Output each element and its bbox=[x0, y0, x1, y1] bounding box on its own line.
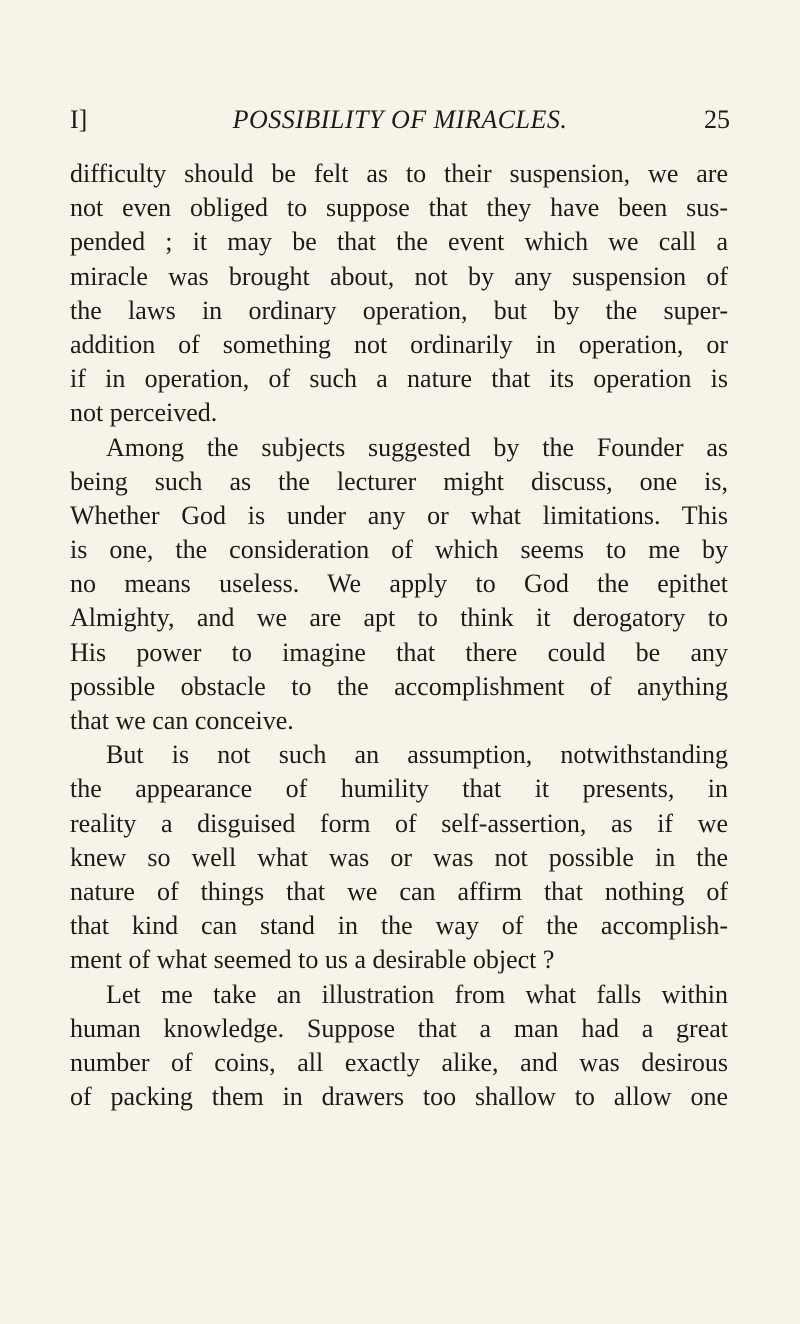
text-line: the laws in ordinary operation, but by the super- bbox=[70, 295, 728, 325]
text-line: is one, the consideration of which seems to me by bbox=[70, 535, 728, 565]
text-line: miracle was brought about, not by any suspension of bbox=[70, 261, 728, 291]
text-line: But is not such an assumption, notwithstanding bbox=[106, 740, 728, 770]
chapter-number: I] bbox=[70, 105, 88, 134]
text-line: of packing them in drawers too shallow to allow one bbox=[70, 1082, 728, 1112]
text-line: human knowledge. Suppose that a man had a great bbox=[70, 1013, 728, 1043]
text-line: Whether God is under any or what limitations. This bbox=[70, 500, 728, 530]
text-line: nature of things that we can affirm that nothing of bbox=[70, 876, 728, 906]
text-line: His power to imagine that there could be any bbox=[70, 637, 728, 667]
text-line: knew so well what was or was not possible in the bbox=[70, 842, 728, 872]
text-line: ment of what seemed to us a desirable object ? bbox=[70, 945, 555, 975]
text-line: difficulty should be felt as to their suspension, we are bbox=[70, 159, 728, 188]
text-line: that we can conceive. bbox=[70, 706, 294, 735]
text-line: if in operation, of such a nature that its operation is bbox=[70, 364, 728, 394]
running-head bbox=[70, 105, 730, 139]
text-line: Let me take an illustration from what falls within bbox=[106, 979, 728, 1009]
text-line: not perceived. bbox=[70, 398, 218, 428]
text-line: reality a disguised form of self-assertion, as if we bbox=[70, 808, 728, 838]
text-line: possible obstacle to the accomplishment of anything bbox=[70, 671, 728, 701]
text-line: pended ; it may be that the event which we call a bbox=[70, 227, 728, 257]
running-title: POSSIBILITY OF MIRACLES. bbox=[232, 105, 568, 134]
text-line: addition of something not ordinarily in operation, or bbox=[70, 329, 728, 359]
text-line: that kind can stand in the way of the accomplish- bbox=[70, 911, 728, 941]
text-line: the appearance of humility that it presents, in bbox=[70, 774, 728, 804]
text-line: not even obliged to suppose that they have been sus- bbox=[70, 193, 728, 223]
text-line: no means useless. We apply to God the epithet bbox=[70, 569, 728, 599]
text-line: Almighty, and we are apt to think it derogatory to bbox=[70, 603, 728, 633]
text-line: being such as the lecturer might discuss, one is, bbox=[70, 466, 728, 496]
page-number: 25 bbox=[704, 105, 730, 134]
body-text bbox=[70, 157, 728, 1114]
text-line: Among the subjects suggested by the Founder as bbox=[106, 432, 728, 462]
text-line: number of coins, all exactly alike, and was desirous bbox=[70, 1047, 728, 1077]
